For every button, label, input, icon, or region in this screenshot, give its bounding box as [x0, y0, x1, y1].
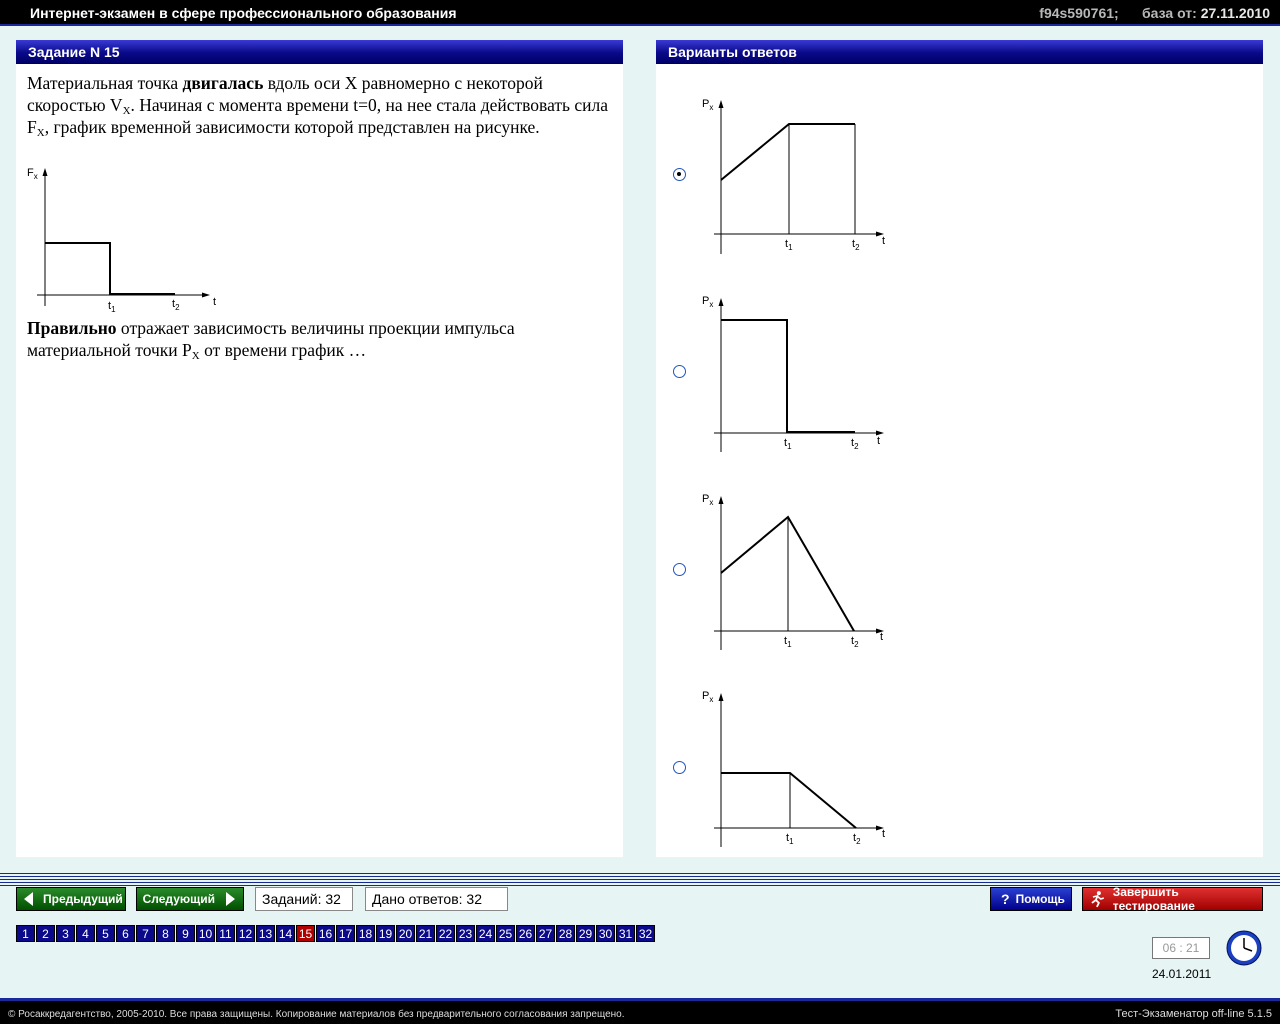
answer-radio-3[interactable] — [673, 563, 686, 576]
answer-radio-2[interactable] — [673, 365, 686, 378]
momentum-curve — [721, 124, 855, 180]
task-number-button[interactable]: 27 — [536, 925, 555, 942]
y-axis-arrow — [719, 496, 724, 504]
t2-label: $t_2$ — [851, 635, 859, 649]
arrow-right-icon — [221, 891, 239, 907]
x-axis-label: t — [213, 296, 217, 308]
help-icon: ? — [1001, 891, 1010, 907]
t2-label: $t_2$ — [172, 298, 180, 312]
task-number-button[interactable]: 26 — [516, 925, 535, 942]
x-axis-arrow — [202, 293, 210, 298]
y-axis-label: $P_x$ — [702, 295, 714, 309]
task-number-button[interactable]: 18 — [356, 925, 375, 942]
running-man-icon — [1089, 890, 1107, 908]
prev-button[interactable] — [16, 887, 126, 911]
task-number-button[interactable]: 19 — [376, 925, 395, 942]
copyright: © Росаккредагентство, 2005-2010. Все права защищены. Копирование материалов без предварительного согласования запрещено. — [8, 1009, 625, 1020]
t1-label: $t_1$ — [784, 437, 792, 451]
task-number-button[interactable]: 31 — [616, 925, 635, 942]
x-axis-label: t — [882, 235, 886, 247]
current-date: 24.01.2011 — [1152, 967, 1212, 981]
app-version: Тест-Экзаменатор off-line 5.1.5 — [1115, 1008, 1272, 1020]
task-number-button[interactable]: 13 — [256, 925, 275, 942]
task-number-button[interactable]: 29 — [576, 925, 595, 942]
task-header: Задание N 15 — [16, 40, 623, 64]
next-label: Следующий — [142, 892, 215, 906]
answer-graph-4 — [696, 687, 896, 852]
task-number-button[interactable]: 1 — [16, 925, 35, 942]
answers-header: Варианты ответов — [656, 40, 1263, 64]
session-id: f94s590761; — [1039, 5, 1119, 21]
task-number-button[interactable]: 9 — [176, 925, 195, 942]
answers-panel — [656, 40, 1263, 857]
task-number-row — [16, 925, 656, 942]
momentum-curve — [721, 773, 856, 828]
y-axis-label: $P_x$ — [702, 690, 714, 704]
task-number-button[interactable]: 15 — [296, 925, 315, 942]
task-number-button[interactable]: 11 — [216, 925, 235, 942]
t2-label: $t_2$ — [852, 238, 860, 252]
task-statement: Материальная точка двигалась вдоль оси X равномерно с некоторой скоростью $V_X$. Начиная с момента времени t=0, на нее стала действовать сила $F_X$, график временной зависимости которой представлен на рисунке. — [27, 73, 609, 139]
finish-button[interactable] — [1082, 887, 1263, 911]
task-number-button[interactable]: 3 — [56, 925, 75, 942]
momentum-curve — [721, 320, 855, 432]
task-number-button[interactable]: 21 — [416, 925, 435, 942]
task-number-button[interactable]: 14 — [276, 925, 295, 942]
task-number-button[interactable]: 17 — [336, 925, 355, 942]
footer — [0, 998, 1280, 1024]
task-number-button[interactable]: 10 — [196, 925, 215, 942]
answer-radio-1[interactable] — [673, 168, 686, 181]
y-axis-arrow — [719, 100, 724, 108]
y-axis-arrow — [43, 168, 48, 176]
y-axis-label: $P_x$ — [702, 98, 714, 112]
task-number-button[interactable]: 20 — [396, 925, 415, 942]
help-button[interactable] — [990, 887, 1072, 911]
answers-given-count: Дано ответов: 32 — [365, 887, 508, 911]
x-axis-label: t — [882, 828, 886, 840]
help-label: Помощь — [1015, 892, 1065, 906]
task-number-button[interactable]: 23 — [456, 925, 475, 942]
arrow-left-icon — [21, 891, 39, 907]
force-time-graph — [24, 164, 234, 316]
task-number-button[interactable]: 32 — [636, 925, 655, 942]
answer-radio-4[interactable] — [673, 761, 686, 774]
task-number-button[interactable]: 5 — [96, 925, 115, 942]
task-number-button[interactable]: 2 — [36, 925, 55, 942]
timer: 06 : 21 — [1152, 937, 1210, 959]
answer-graph-2 — [696, 292, 896, 457]
t1-label: $t_1$ — [785, 238, 793, 252]
x-axis-label: t — [880, 631, 884, 643]
task-number-button[interactable]: 30 — [596, 925, 615, 942]
tasks-count: Заданий: 32 — [255, 887, 353, 911]
task-number-button[interactable]: 12 — [236, 925, 255, 942]
task-number-button[interactable]: 25 — [496, 925, 515, 942]
task-number-button[interactable]: 22 — [436, 925, 455, 942]
t2-label: $t_2$ — [853, 832, 861, 846]
y-axis-arrow — [719, 298, 724, 306]
app-title: Интернет-экзамен в сфере профессионального образования — [30, 5, 457, 21]
t1-label: $t_1$ — [108, 300, 116, 314]
db-date: 27.11.2010 — [1200, 5, 1270, 21]
t2-label: $t_2$ — [851, 437, 859, 451]
answer-graph-1 — [696, 92, 896, 257]
task-question: Правильно отражает зависимость величины проекции импульса материальной точки $P_X$ от времени график … — [27, 318, 515, 362]
stripe-separator — [0, 873, 1280, 887]
answer-graph-3 — [696, 490, 896, 655]
task-number-button[interactable]: 4 — [76, 925, 95, 942]
db-label: база от: — [1142, 5, 1197, 21]
force-curve — [45, 243, 175, 294]
title-bar — [0, 0, 1280, 26]
x-axis-label: t — [877, 435, 881, 447]
clock-icon[interactable] — [1225, 929, 1263, 967]
prev-label: Предыдущий — [43, 892, 123, 906]
t1-label: $t_1$ — [786, 832, 794, 846]
y-axis-arrow — [719, 693, 724, 701]
finish-label: Завершить тестирование — [1112, 885, 1195, 913]
task-panel — [16, 40, 623, 857]
task-number-button[interactable]: 7 — [136, 925, 155, 942]
t1-label: $t_1$ — [784, 635, 792, 649]
y-axis-label: $P_x$ — [702, 493, 714, 507]
next-button[interactable] — [136, 887, 244, 911]
task-number-button[interactable]: 6 — [116, 925, 135, 942]
task-number-button[interactable]: 16 — [316, 925, 335, 942]
task-number-button[interactable]: 24 — [476, 925, 495, 942]
task-number-button[interactable]: 28 — [556, 925, 575, 942]
y-axis-label: $F_x$ — [27, 167, 38, 181]
session-info — [1039, 5, 1270, 21]
task-number-button[interactable]: 8 — [156, 925, 175, 942]
